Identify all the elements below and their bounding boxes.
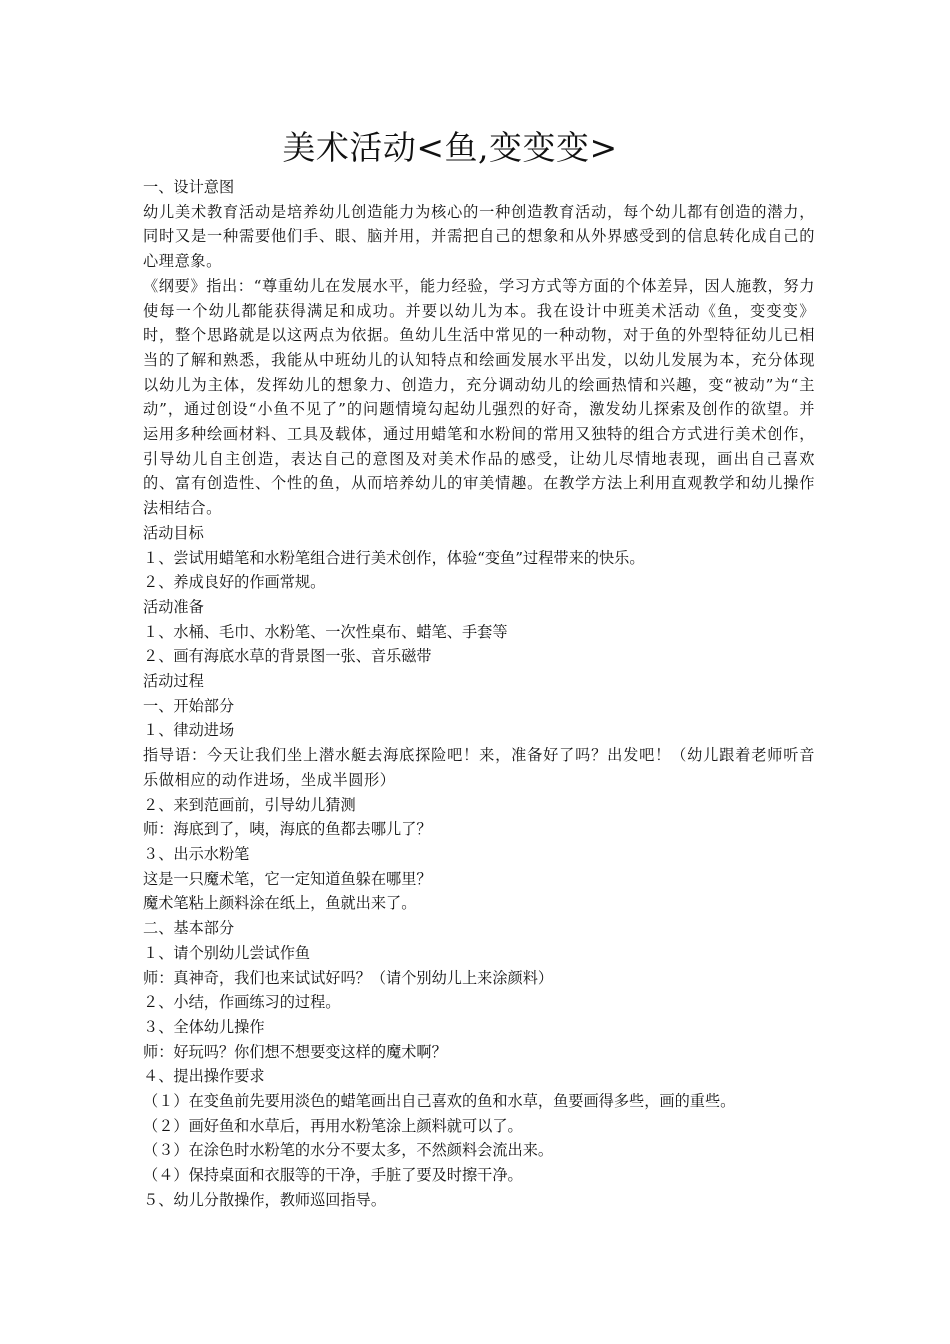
list-item-goal-2: ２、养成良好的作画常规。 (143, 573, 326, 592)
list-item-goal-1: １、尝试用蜡笔和水粉笔组合进行美术创作，体验“变鱼”过程带来的快乐。 (143, 548, 645, 567)
section-heading-design-intent: 一、设计意图 (143, 178, 235, 196)
list-item-requirement-2: （２）画好鱼和水草后，再用水粉笔涂上颜料就可以了。 (143, 1116, 523, 1135)
list-item-basic-5: ５、幼儿分散操作，教师巡回指导。 (143, 1190, 386, 1209)
list-item-start-3: ３、出示水粉笔 (143, 844, 250, 863)
subsection-heading-basic: 二、基本部分 (143, 919, 235, 938)
list-item-requirement-3: （３）在涂色时水粉笔的水分不要太多，不然颜料会流出来。 (143, 1141, 554, 1160)
paragraph-instruction: 指导语：今天让我们坐上潜水艇去海底探险吧！来，准备好了吗？出发吧！（幼儿跟着老师听音乐做相应的动作进场，坐成半圆形） (143, 746, 815, 789)
list-item-basic-4: ４、提出操作要求 (143, 1067, 265, 1086)
list-item-start-2: ２、来到范画前，引导幼儿猜测 (143, 795, 356, 814)
text-magic-pen-1: 这是一只魔术笔，它一定知道鱼躲在哪里？ (143, 869, 432, 888)
paragraph-design-intro: 幼儿美术教育活动是培养幼儿创造能力为核心的一种创造教育活动，每个幼儿都有创造的潜力，同时又是一种需要他们手、眼、脑并用，并需把自己的想象和从外界感受到的信息转化成自己的心理意象。 (143, 202, 815, 271)
paragraph-guideline: 《纲要》指出：“尊重幼儿在发展水平，能力经验，学习方式等方面的个体差异，因人施教，努力使每一个幼儿都能获得满足和成功。并要以幼儿为本。我在设计中班美术活动《鱼，变变变》时，整个思路就是以这两点为依据。鱼幼儿生活中常见的一种动物，对于鱼的外型特征幼儿已相当的了解和熟悉，我能从中班幼儿的认知特点和绘画发展水平出发，以幼儿发展为本，充分体现以幼儿为主体，发挥幼儿的想象力、创造力，充分调动幼儿的绘画热情和兴趣，变“被动”为“主动”，通过创设“小鱼不见了”的问题情境勾起幼儿强烈的好奇，激发幼儿探索及创作的欲望。并运用多种绘画材料、工具及载体，通过用蜡笔和水粉间的常用又独特的组合方式进行美术创作，引导幼儿自主创造，表达自己的意图及对美术作品的感受，让幼儿尽情地表现，画出自己喜欢的、富有创造性、个性的鱼，从而培养幼儿的审美情趣。在教学方法上利用直观教学和幼儿操作法相结合。 (143, 276, 815, 518)
section-heading-preparation: 活动准备 (143, 597, 204, 616)
subsection-heading-start: 一、开始部分 (143, 696, 235, 715)
list-item-requirement-4: （４）保持桌面和衣服等的干净，手脏了要及时擦干净。 (143, 1166, 523, 1185)
list-item-basic-1: １、请个别幼儿尝试作鱼 (143, 943, 311, 962)
list-item-requirement-1: （１）在变鱼前先要用淡色的蜡笔画出自己喜欢的鱼和水草，鱼要画得多些，画的重些。 (143, 1092, 736, 1111)
section-heading-process: 活动过程 (143, 672, 204, 691)
list-item-basic-2: ２、小结，作画练习的过程。 (143, 993, 341, 1012)
list-item-start-1: １、律动进场 (143, 721, 235, 740)
section-heading-goals: 活动目标 (143, 523, 204, 542)
text-teacher-line-2: 师：真神奇，我们也来试试好吗？（请个别幼儿上来涂颜料） (143, 968, 554, 987)
text-magic-pen-2: 魔术笔粘上颜料涂在纸上，鱼就出来了。 (143, 894, 417, 913)
list-item-prep-2: ２、画有海底水草的背景图一张、音乐磁带 (143, 647, 432, 666)
list-item-prep-1: １、水桶、毛巾、水粉笔、一次性桌布、蜡笔、手套等 (143, 622, 508, 641)
document-title: 美术活动<鱼,变变变> (282, 128, 618, 167)
text-teacher-line-1: 师：海底到了，咦，海底的鱼都去哪儿了？ (143, 820, 432, 839)
document-body (143, 175, 815, 1213)
list-item-basic-3: ３、全体幼儿操作 (143, 1017, 265, 1036)
text-teacher-line-3: 师：好玩吗？你们想不想要变这样的魔术啊？ (143, 1042, 447, 1061)
